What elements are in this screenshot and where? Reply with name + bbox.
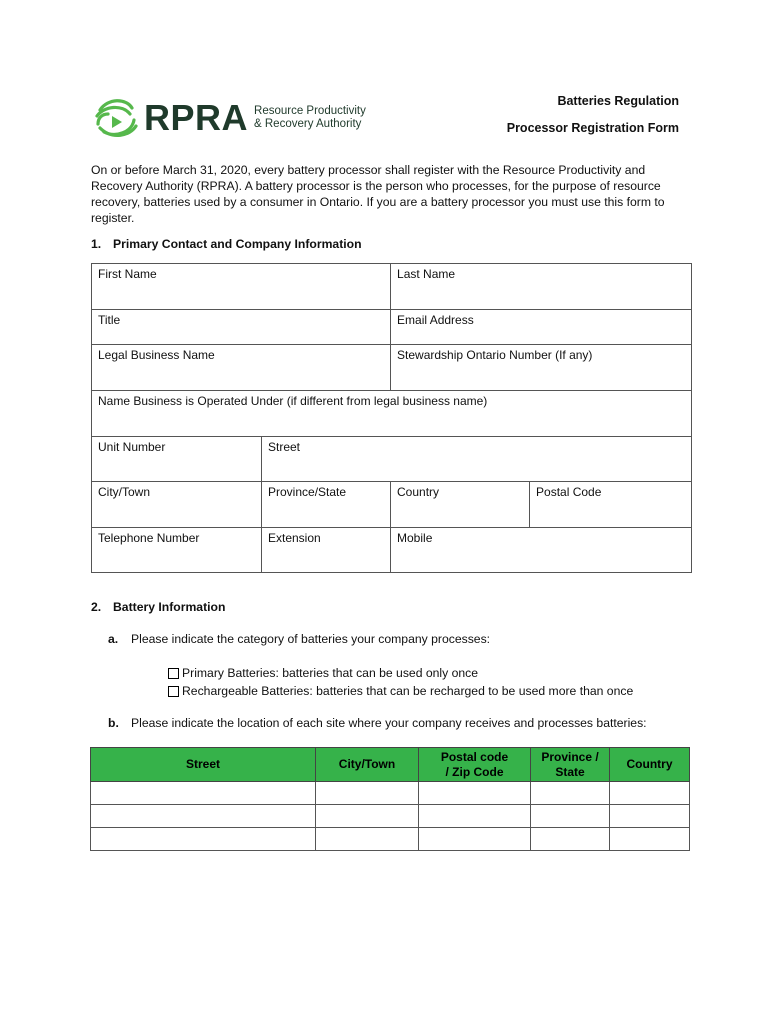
province-field[interactable] [262, 482, 391, 528]
question-b [108, 716, 647, 730]
province-label: Province/State [268, 485, 347, 499]
rechargeable-batteries-checkbox[interactable] [168, 686, 179, 697]
stewardship-number-field[interactable] [391, 345, 692, 391]
site-street-cell[interactable] [91, 805, 316, 828]
operated-under-label: Name Business is Operated Under (if different from legal business name) [98, 394, 488, 408]
extension-label: Extension [268, 531, 321, 545]
question-b-text: Please indicate the location of each site where your company receives and processes batteries: [131, 716, 647, 730]
city-field[interactable] [92, 482, 262, 528]
country-field[interactable] [391, 482, 530, 528]
logo-wordmark: RPRA [144, 97, 249, 138]
mobile-label: Mobile [397, 531, 433, 545]
street-label: Street [268, 440, 301, 454]
section-1-title: Primary Contact and Company Information [113, 237, 362, 251]
table-row [91, 828, 690, 851]
site-postal-cell[interactable] [419, 828, 531, 851]
postal-code-label: Postal Code [536, 485, 602, 499]
logo-subtitle [254, 105, 366, 131]
stewardship-number-label: Stewardship Ontario Number (If any) [397, 348, 593, 362]
col-header-province [531, 748, 610, 782]
title-label: Title [98, 313, 121, 327]
country-label: Country [397, 485, 440, 499]
rpra-logo [92, 94, 366, 142]
operated-under-field[interactable] [92, 391, 692, 437]
site-city-cell[interactable] [316, 828, 419, 851]
rechargeable-batteries-option[interactable] [168, 684, 633, 698]
col-header-postal-line1: Postal code [440, 749, 509, 764]
site-province-cell[interactable] [531, 805, 610, 828]
question-a-label: a. [108, 632, 119, 646]
last-name-field[interactable] [391, 264, 692, 310]
col-header-city: City/Town [316, 748, 419, 782]
section-2-heading [91, 600, 225, 614]
contact-company-form [91, 263, 692, 573]
col-header-province-line1: Province / [541, 749, 599, 764]
first-name-label: First Name [98, 267, 157, 281]
last-name-label: Last Name [397, 267, 456, 281]
site-street-cell[interactable] [91, 782, 316, 805]
site-postal-cell[interactable] [419, 782, 531, 805]
col-header-street: Street [91, 748, 316, 782]
section-1-heading [91, 237, 362, 251]
site-country-cell[interactable] [610, 805, 690, 828]
street-field[interactable] [262, 437, 692, 482]
telephone-label: Telephone Number [98, 531, 200, 545]
primary-batteries-checkbox[interactable] [168, 668, 179, 679]
site-postal-cell[interactable] [419, 805, 531, 828]
rechargeable-batteries-label: Rechargeable Batteries: batteries that can be recharged to be used more than once [182, 684, 634, 698]
first-name-field[interactable] [92, 264, 391, 310]
question-a [108, 632, 490, 646]
legal-business-name-field[interactable] [92, 345, 391, 391]
table-row [91, 782, 690, 805]
telephone-field[interactable] [92, 528, 262, 573]
site-street-cell[interactable] [91, 828, 316, 851]
site-country-cell[interactable] [610, 782, 690, 805]
header-title-form: Processor Registration Form [506, 121, 679, 135]
site-city-cell[interactable] [316, 805, 419, 828]
col-header-postal [419, 748, 531, 782]
logo-subtitle-line1: Resource Productivity [254, 105, 366, 117]
site-country-cell[interactable] [610, 828, 690, 851]
unit-number-label: Unit Number [98, 440, 166, 454]
site-province-cell[interactable] [531, 828, 610, 851]
postal-code-field[interactable] [530, 482, 692, 528]
city-label: City/Town [98, 485, 151, 499]
site-province-cell[interactable] [531, 782, 610, 805]
primary-batteries-label: Primary Batteries: batteries that can be used only once [182, 666, 479, 680]
question-a-text: Please indicate the category of batteries your company processes: [131, 632, 491, 646]
mobile-field[interactable] [391, 528, 692, 573]
unit-number-field[interactable] [92, 437, 262, 482]
col-header-postal-line2: / Zip Code [445, 764, 504, 779]
email-label: Email Address [397, 313, 474, 327]
section-2-title: Battery Information [113, 600, 226, 614]
question-b-label: b. [108, 716, 119, 730]
section-2-number: 2. [91, 600, 102, 614]
site-city-cell[interactable] [316, 782, 419, 805]
rpra-logo-icon [92, 94, 140, 142]
table-row [91, 805, 690, 828]
primary-batteries-option[interactable] [168, 666, 478, 680]
col-header-country: Country [610, 748, 690, 782]
extension-field[interactable] [262, 528, 391, 573]
email-field[interactable] [391, 310, 692, 345]
logo-subtitle-line2: & Recovery Authority [254, 118, 362, 130]
intro-paragraph: On or before March 31, 2020, every battery processor shall register with the Resource Productivity and Recovery Authority (RPRA). A battery processor is the person who processes, for the purpose of resource recovery, batteries used by a consumer in Ontario. If you are a battery processor you must use this form to register. [91, 163, 665, 225]
header-title-regulation: Batteries Regulation [557, 94, 679, 108]
site-locations-table [90, 747, 690, 851]
title-field[interactable] [92, 310, 391, 345]
legal-business-name-label: Legal Business Name [98, 348, 215, 362]
col-header-province-line2: State [555, 764, 585, 779]
section-1-number: 1. [91, 237, 102, 251]
